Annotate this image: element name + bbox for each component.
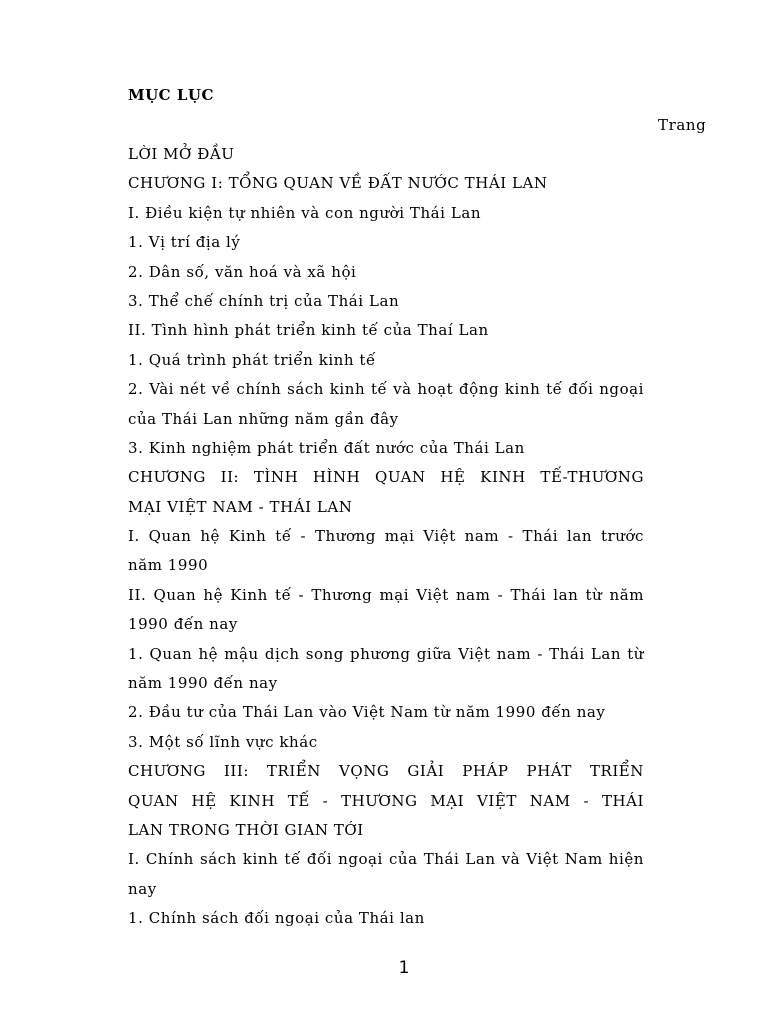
toc-line: 2. Vài nét về chính sách kinh tế và hoạt động kinh tế đối ngoại xyxy=(128,380,644,399)
toc-line: của Thái Lan những năm gần đây xyxy=(128,409,399,428)
toc-line: 1990 đến nay xyxy=(128,615,238,634)
toc-line: năm 1990 xyxy=(128,556,209,575)
toc-line: 2. Đầu tư của Thái Lan vào Việt Nam từ năm 1990 đến nay xyxy=(128,703,606,722)
toc-line: MẠI VIỆT NAM - THÁI LAN xyxy=(128,497,353,516)
toc-line: 3. Một số lĩnh vực khác xyxy=(128,732,318,751)
toc-line: 3. Kinh nghiệm phát triển đất nước của Thái Lan xyxy=(128,438,525,457)
toc-line: 2. Dân số, văn hoá và xã hội xyxy=(128,262,357,281)
toc-line: I. Điều kiện tự nhiên và con người Thái Lan xyxy=(128,203,482,222)
toc-line: năm 1990 đến nay xyxy=(128,674,278,693)
toc-line: CHƯƠNG I: TỔNG QUAN VỀ ĐẤT NƯỚC THÁI LAN xyxy=(128,174,548,193)
toc-line: 1. Vị trí địa lý xyxy=(128,233,241,252)
toc-heading: MỤC LỤC xyxy=(128,86,214,104)
toc-line: LỜI MỞ ĐẦU xyxy=(128,145,235,163)
toc-line: 3. Thể chế chính trị của Thái Lan xyxy=(128,291,400,310)
toc-line: QUAN HỆ KINH TẾ - THƯƠNG MẠI VIỆT NAM - THÁI xyxy=(128,791,644,810)
page-column-label: Trang xyxy=(658,116,707,134)
toc-line: II. Tình hình phát triển kinh tế của Thaí Lan xyxy=(128,321,489,340)
toc-line: 1. Quá trình phát triển kinh tế xyxy=(128,350,376,369)
page-number: 1 xyxy=(398,958,410,978)
toc-line: I. Quan hệ Kinh tế - Thương mại Việt nam - Thái lan trước xyxy=(128,527,644,546)
toc-line: I. Chính sách kinh tế đối ngoại của Thái Lan và Việt Nam hiện xyxy=(128,850,644,869)
table-of-contents xyxy=(128,140,644,934)
toc-line: nay xyxy=(128,879,157,898)
toc-line: 1. Quan hệ mậu dịch song phương giữa Việt nam - Thái Lan từ xyxy=(128,644,644,663)
toc-line: LAN TRONG THỜI GIAN TỚI xyxy=(128,820,364,839)
toc-line: 1. Chính sách đối ngoại của Thái lan xyxy=(128,909,425,928)
toc-line: CHƯƠNG II: TÌNH HÌNH QUAN HỆ KINH TẾ-THƯƠNG xyxy=(128,468,644,487)
toc-line: II. Quan hệ Kinh tế - Thương mại Việt nam - Thái lan từ năm xyxy=(128,585,644,604)
toc-line: CHƯƠNG III: TRIỂN VỌNG GIẢI PHÁP PHÁT TRIỂN xyxy=(128,762,644,781)
